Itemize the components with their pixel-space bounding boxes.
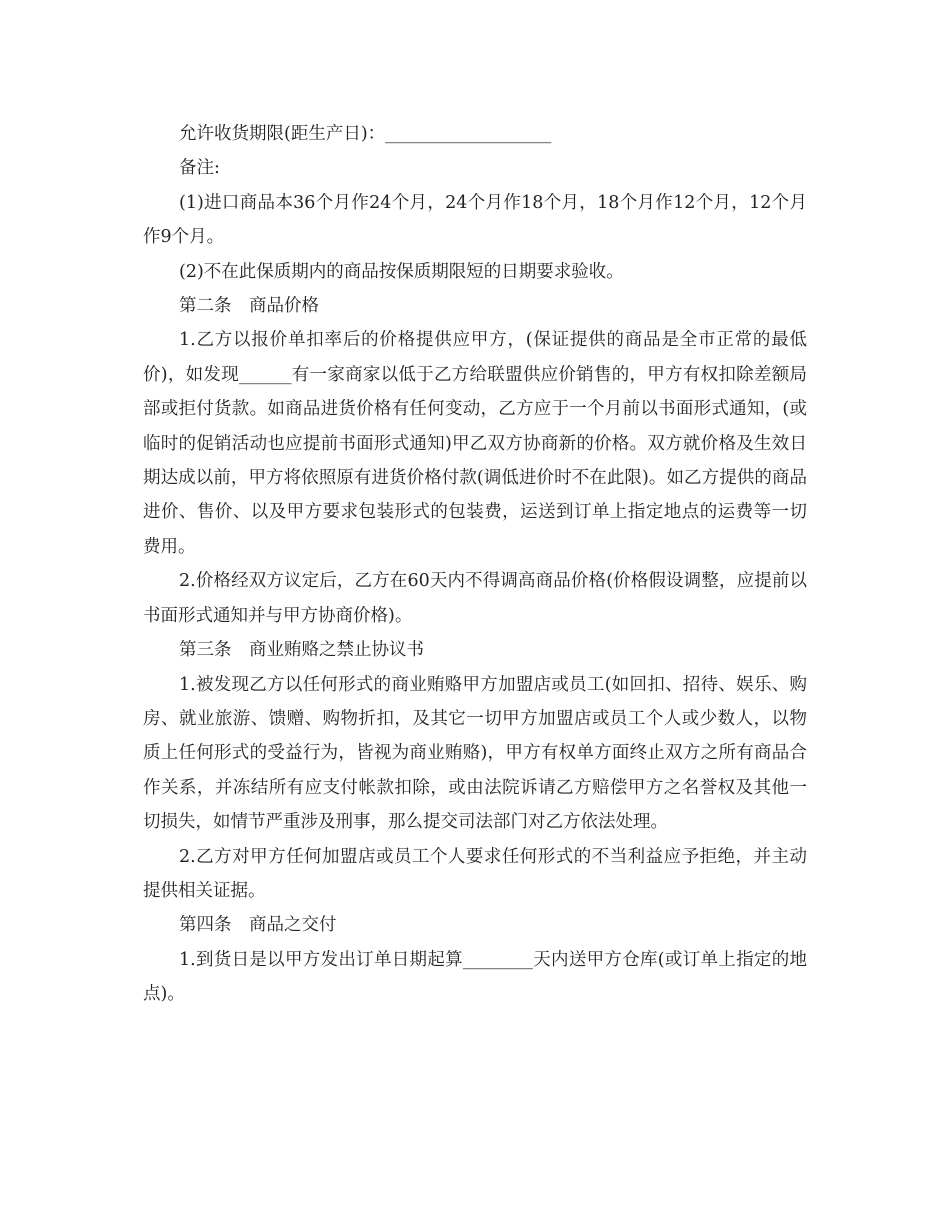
article-3-heading: 第三条 商业贿赂之禁止协议书	[179, 640, 424, 661]
note-2: (2)不在此保质期内的商品按保质期限短的日期要求验收。	[179, 261, 624, 282]
article-3-clause-2: 2.乙方对甲方任何加盟店或员工个人要求任何形式的不当利益应予拒绝，并主动提供相关证据。	[143, 846, 807, 901]
article-4-clause-1: 1.到货日是以甲方发出订单日期起算________天内送甲方仓库(或订单上指定的地点)。	[143, 949, 807, 1005]
receiving-period-line: 允许收货期限(距生产日)：___________________	[179, 124, 552, 144]
article-4-heading: 第四条 商品之交付	[179, 915, 337, 936]
note-1: (1)进口商品本36个月作24个月，24个月作18个月，18个月作12个月，12个月作9个月。	[143, 192, 807, 248]
article-2-heading: 第二条 商品价格	[179, 296, 319, 317]
notes-label: 备注:	[179, 158, 220, 179]
document-body	[143, 117, 807, 1012]
article-2-clause-1: 1.乙方以报价单扣率后的价格提供应甲方，(保证提供的商品是全市正常的最低价)，如发现______有一家商家以低于乙方给联盟供应价销售的，甲方有权扣除差额局部或拒付货款。如商品进货价格有任何变动，乙方应于一个月前以书面形式通知，(或临时的促销活动也应提前书面形式通知)甲乙双方协商新的价格。双方就价格及生效日期达成以前，甲方将依照原有进货价格付款(调低进价时不在此限)。如乙方提供的商品进价、售价、以及甲方要求包装形式的包装费，运送到订单上指定地点的运费等一切费用。	[143, 330, 807, 557]
article-2-clause-2: 2.价格经双方议定后，乙方在60天内不得调高商品价格(价格假设调整，应提前以书面形式通知并与甲方协商价格)。	[143, 571, 807, 626]
article-3-clause-1: 1.被发现乙方以任何形式的商业贿赂甲方加盟店或员工(如回扣、招待、娱乐、购房、就业旅游、馈赠、购物折扣，及其它一切甲方加盟店或员工个人或少数人，以物质上任何形式的受益行为，皆视为商业贿赂)，甲方有权单方面终止双方之所有商品合作关系，并冻结所有应支付帐款扣除，或由法院诉请乙方赔偿甲方之名誉权及其他一切损失，如情节严重涉及刑事，那么提交司法部门对乙方依法处理。	[143, 674, 807, 833]
